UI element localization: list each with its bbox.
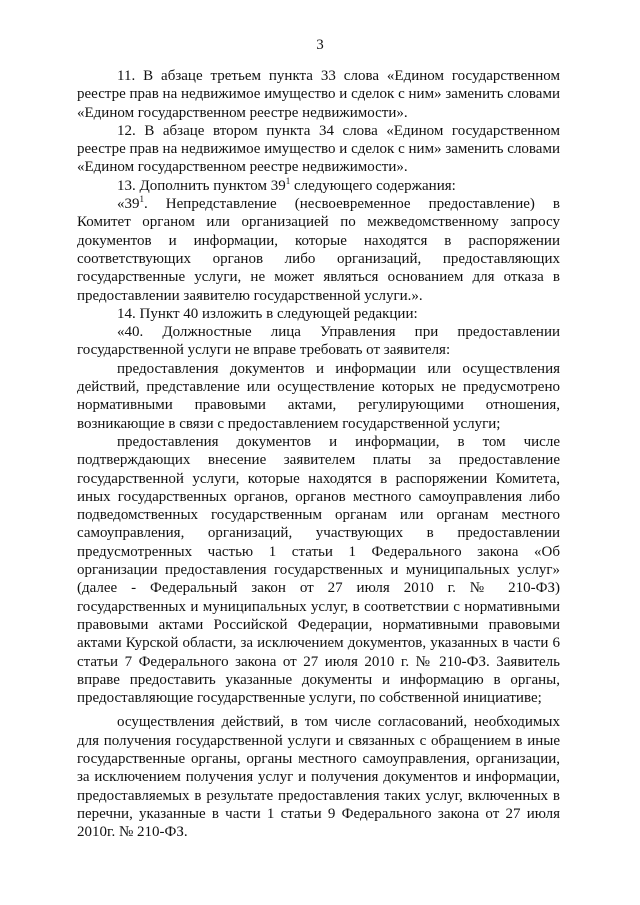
paragraph-subclause-3: осуществления действий, в том числе согласований, необходимых для получения государственной услуги и связанных с обращением в иные государственные органы, органы местного самоуправления, организации, за исключением получения услуг и получения документов и информации, предоставляемых в результате предоставления таких услуг, включенных в перечни, указанные в части 1 статьи 9 Федерального закона от 27 июля 2010г. № 210-ФЗ. xyxy=(77,714,560,841)
superscript-mark: 1 xyxy=(139,194,144,205)
item-13-text: 13. Дополнить пунктом 39 xyxy=(117,177,286,194)
paragraph-clause-40: «40. Должностные лица Управления при предоставлении государственной услуги не вправе требовать от заявителя: xyxy=(77,324,560,359)
paragraph-subclause-2: предоставления документов и информации, в том числе подтверждающих внесение заявителем платы за предоставление государственной услуги, которые находятся в распоряжении Комитета, иных государственных органов, органов местного самоуправления либо подведомственных государственным органам или органам местного самоуправления, организаций, участвующих в предоставлении предусмотренных частью 1 статьи 1 Федерального закона «Об организации предоставления государственных и муниципальных услуг» (далее - Федеральный закон от 27 июля 2010 г. № 210-ФЗ) государственных и муниципальных услуг, в соответствии с нормативными правовыми актами Российской Федерации, нормативными правовыми актами Курской области, за исключением документов, указанных в части 6 статьи 7 Федерального закона от 27 июля 2010 г. № 210-ФЗ. Заявитель вправе предоставить указанные документы и информацию в органы, предоставляющие государственные услуги, по собственной инициативе; xyxy=(77,433,560,707)
paragraph-item-13 xyxy=(77,177,560,195)
paragraph-item-12: 12. В абзаце втором пункта 34 слова «Едином государственном реестре прав на недвижимое имущество и сделок с ним» заменить словами «Едином государственном реестре недвижимости». xyxy=(77,122,560,176)
clause-39-text: Непредставление (несвоевременное предоставление) в Комитет органом или организацией по межведомственному запросу документов и информации, которые находятся в распоряжении соответствующих органов либо организаций, предоставляющих государственные услуги, не может являться основанием для отказа в предоставлении заявителю государственной услуги.». xyxy=(77,196,560,304)
paragraph-39-1: «$39^1$. Непредставление (несвоевременное предоставление) в Комитет органом или организацией по межведомственному запросу документов и информации, которые находятся в распоряжении соответствующих органов либо организаций, предоставляющих государственные услуги, не может являться основанием для отказа в предоставлении заявителю государственной услуги.». xyxy=(77,194,560,304)
page-number: 3 xyxy=(316,37,324,53)
clause-39-number: «39 xyxy=(117,196,140,213)
document-body xyxy=(77,67,560,841)
paragraph-item-11: 11. В абзаце третьем пункта 33 слова «Едином государственном реестре прав на недвижимое имущество и сделок с ним» заменить словами «Едином государственном реестре недвижимости». xyxy=(77,68,560,121)
paragraph-item-14: 14. Пункт 40 изложить в следующей редакции: xyxy=(117,305,418,322)
item-13-tail: следующего содержания: xyxy=(293,177,456,194)
paragraph-subclause-1: предоставления документов и информации или осуществления действий, представление или осуществление которых не предусмотрено нормативными правовыми актами, регулирующими отношения, возникающие в связи с предоставлением государственной услуги; xyxy=(77,360,560,432)
superscript-mark: 1 xyxy=(285,175,291,186)
